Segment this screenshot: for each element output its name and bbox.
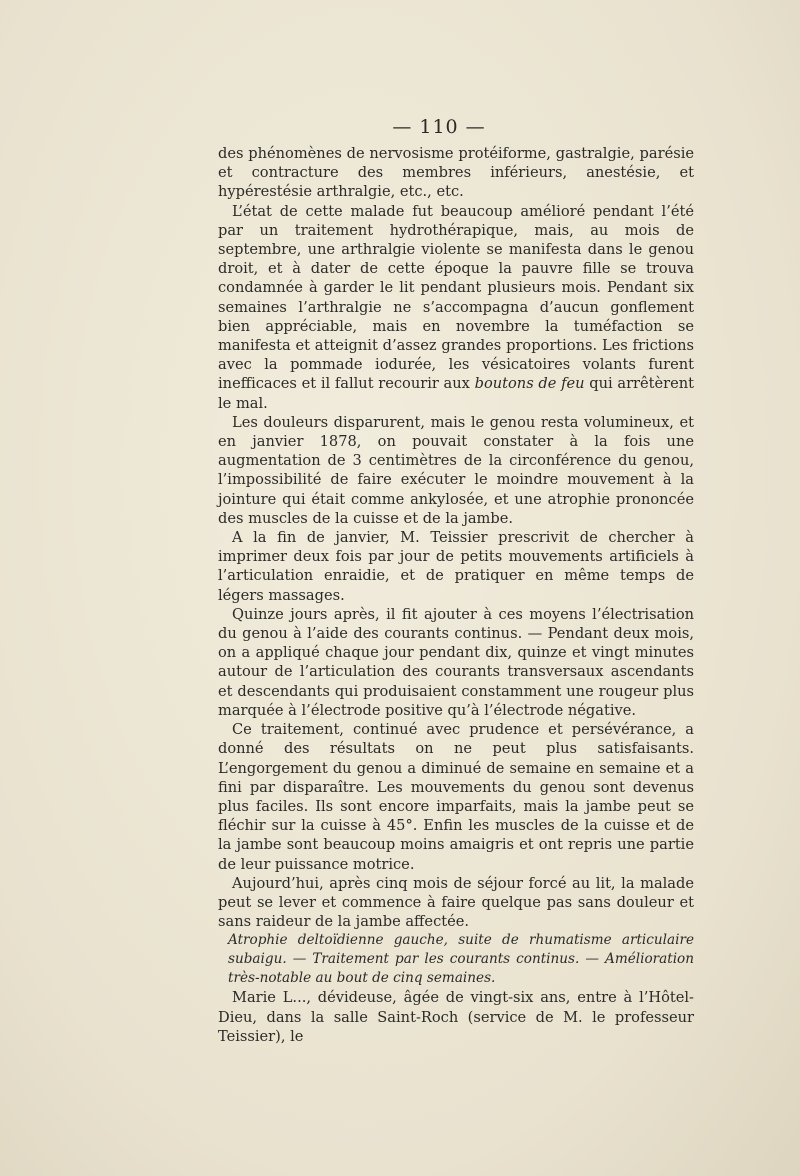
paragraph-electrisation: Quinze jours après, il fit ajouter à ces moyens l’électrisation du genou à l’aide des courants continus. — Pendant deux mois, on a appliqué chaque jour pendant dix, quinze et vingt minutes autour de l’articulation des courants transversaux ascendants et descendants qui produisaient constamment une rougeur plus marquée à l’électrode positive qu’à l’électrode négative. [218, 605, 694, 719]
paragraph-aujourdhui: Aujourd’hui, après cinq mois de séjour forcé au lit, la malade peut se lever et commence à faire quelque pas sans douleur et sans raideur de la jambe affectée. [218, 874, 694, 931]
paragraph-continuation: des phénomènes de nervosisme protéiforme, gastralgie, parésie et contracture des membres inférieurs, anestésie, et hypérestésie arthralgie, etc., etc. [218, 145, 694, 201]
emphasis-boutons-de-feu: boutons de feu [474, 375, 585, 393]
paragraph-case-intro: Marie L..., dévideuse, âgée de vingt-six ans, entre à l’Hôtel-Dieu, dans la salle Saint-Roch (service de M. le professeur Teissier), le [218, 989, 694, 1045]
paragraph-douleurs: Les douleurs disparurent, mais le genou resta volumineux, et en janvier 1878, on pouvait constater à la fois une augmentation de 3 centimètres de la circonférence du genou, l’impossibilité de faire exécuter le moindre mouvement à la jointure qui était comme ankylosée, et une atrophie prononcée des muscles de la cuisse et de la jambe. [218, 413, 694, 527]
page-number: — 110 — [392, 116, 486, 138]
paragraph-janvier: A la fin de janvier, M. Teissier prescrivit de chercher à imprimer deux fois par jour de petits mouvements artificiels à l’articulation enraidie, et de pratiquer en même temps de légers massages. [218, 529, 694, 604]
paragraph-resultats: Ce traitement, continué avec prudence et persévérance, a donné des résultats on ne peut plus satisfaisants. L’engorgement du genou a diminué de semaine en semaine et a fini par disparaître. Les mouvements du genou sont devenus plus faciles. Ils sont encore imparfaits, mais la jambe peut se fléchir sur la cuisse à 45°. Enfin les muscles de la cuisse et de la jambe sont beaucoup moins amaigris et ont repris une partie de leur puissance motrice. [218, 721, 694, 873]
paragraph-treatment-text: L’état de cette malade fut beaucoup amélioré pendant l’été par un traitement hydrothérapique, mais, au mois de septembre, une arthralgie violente se manifesta dans le genou droit, et à dater de cette époque la pauvre fille se trouva condamnée à garder le lit pendant plusieurs mois. Pendant six semaines l’arthralgie ne s’accompagna d’aucun gonflement bien appréciable, mais en novembre la tuméfaction se manifesta et atteignit d’assez grandes proportions. Les frictions avec la pommade iodurée, les vésicatoires volants furent inefficaces et il fallut recourir aux [218, 202, 694, 393]
case-heading: Atrophie deltoïdienne gauche, suite de rhumatisme articulaire subaigu. — Traitement par les courants continus. — Amélioration très-notable au bout de cinq semaines. [228, 932, 694, 987]
paragraph-treatment-end: qui arrêtèrent le mal. [218, 375, 695, 412]
paragraph-treatment [218, 202, 694, 413]
body-text [218, 144, 694, 1046]
